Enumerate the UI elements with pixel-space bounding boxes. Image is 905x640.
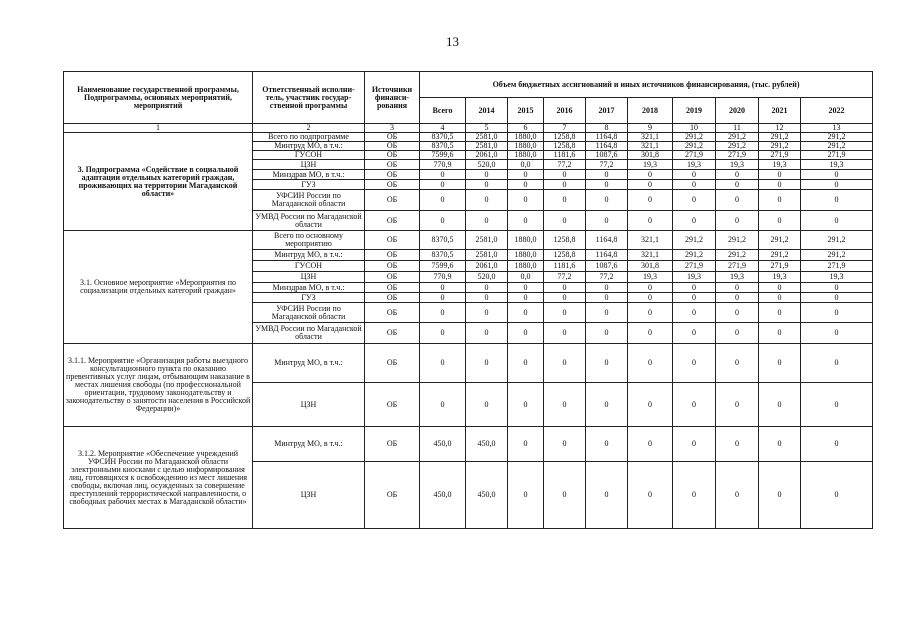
value-cell: 291,2 (716, 133, 759, 142)
source-cell: ОБ (365, 261, 420, 272)
source-cell: ОБ (365, 190, 420, 211)
value-cell: 0 (508, 170, 544, 180)
value-cell: 19,3 (759, 272, 801, 283)
value-cell: 291,2 (716, 142, 759, 151)
value-cell: 0 (420, 383, 466, 427)
value-cell: 19,3 (801, 160, 873, 170)
table-row (64, 344, 873, 383)
value-cell: 0 (759, 303, 801, 323)
value-cell: 271,9 (801, 151, 873, 160)
value-cell: 0 (628, 180, 673, 190)
value-cell: 0 (466, 303, 508, 323)
value-cell: 0,0 (508, 272, 544, 283)
value-cell: 291,2 (801, 250, 873, 261)
column-number: 6 (508, 124, 544, 133)
value-cell: 2061,0 (466, 261, 508, 272)
value-cell: 291,2 (759, 133, 801, 142)
responsible-cell: ГУСОН (253, 261, 365, 272)
value-cell: 1880,0 (508, 151, 544, 160)
responsible-cell: ЦЗН (253, 383, 365, 427)
responsible-cell: Минтруд МО, в т.ч.: (253, 142, 365, 151)
value-cell: 0 (586, 170, 628, 180)
value-cell: 0 (716, 293, 759, 303)
value-cell: 0 (466, 180, 508, 190)
value-cell: 0 (628, 383, 673, 427)
value-cell: 0 (508, 383, 544, 427)
value-cell: 0 (628, 293, 673, 303)
value-cell: 0 (544, 462, 586, 529)
value-cell: 1880,0 (508, 261, 544, 272)
value-cell: 0 (586, 180, 628, 190)
value-cell: 321,1 (628, 142, 673, 151)
value-cell: 1258,8 (544, 133, 586, 142)
value-cell: 0 (801, 283, 873, 293)
value-cell: 321,1 (628, 231, 673, 250)
value-cell: 1164,8 (586, 133, 628, 142)
responsible-cell: Минтруд МО, в т.ч.: (253, 344, 365, 383)
value-cell: 0 (420, 323, 466, 344)
value-cell: 0 (586, 462, 628, 529)
value-cell: 0 (801, 462, 873, 529)
value-cell: 0 (586, 323, 628, 344)
value-cell: 0 (716, 303, 759, 323)
page-number: 13 (446, 34, 459, 49)
value-cell: 0 (586, 344, 628, 383)
responsible-cell: Минтруд МО, в т.ч.: (253, 250, 365, 261)
value-cell: 1258,8 (544, 142, 586, 151)
value-cell: 8370,5 (420, 133, 466, 142)
value-cell: 1880,0 (508, 250, 544, 261)
column-number: 1 (64, 124, 253, 133)
responsible-cell: ГУСОН (253, 151, 365, 160)
value-cell: 0 (759, 323, 801, 344)
column-number: 12 (759, 124, 801, 133)
value-cell: 271,9 (673, 261, 716, 272)
value-cell: 0 (544, 383, 586, 427)
header-year: 2018 (628, 98, 673, 124)
value-cell: 0 (628, 303, 673, 323)
header-year: 2014 (466, 98, 508, 124)
value-cell: 450,0 (466, 462, 508, 529)
value-cell: 0 (508, 283, 544, 293)
value-cell: 291,2 (801, 142, 873, 151)
value-cell: 271,9 (673, 151, 716, 160)
source-cell: ОБ (365, 383, 420, 427)
value-cell: 271,9 (716, 261, 759, 272)
value-cell: 291,2 (759, 231, 801, 250)
value-cell: 0 (544, 211, 586, 231)
value-cell: 0 (586, 293, 628, 303)
value-cell: 1880,0 (508, 142, 544, 151)
value-cell: 1087,6 (586, 151, 628, 160)
value-cell: 291,2 (673, 133, 716, 142)
header-year: 2022 (801, 98, 873, 124)
value-cell: 0 (801, 323, 873, 344)
responsible-cell: ГУЗ (253, 293, 365, 303)
source-cell: ОБ (365, 303, 420, 323)
value-cell: 291,2 (716, 250, 759, 261)
value-cell: 0 (586, 283, 628, 293)
responsible-cell: Всего по подпрограмме (253, 133, 365, 142)
value-cell: 0 (673, 190, 716, 211)
value-cell: 19,3 (759, 160, 801, 170)
value-cell: 0 (673, 462, 716, 529)
program-name: 3.1.2. Мероприятие «Обеспечение учреждений УФСИН России по Магаданской области электронными киосками с целью информирования лиц, готовящихся к освобождению из мест лишения свободы, включая лиц, осужденных за совершение преступлений террористической направленности, о свободных рабочих местах в Магаданской области» (64, 427, 253, 529)
value-cell: 291,2 (759, 250, 801, 261)
value-cell: 0 (628, 283, 673, 293)
responsible-cell: Всего по основному мероприятию (253, 231, 365, 250)
value-cell: 0 (420, 293, 466, 303)
header-year: 2016 (544, 98, 586, 124)
value-cell: 0 (716, 211, 759, 231)
value-cell: 0 (466, 170, 508, 180)
value-cell: 0 (716, 190, 759, 211)
source-cell: ОБ (365, 250, 420, 261)
value-cell: 0 (508, 344, 544, 383)
value-cell: 0 (628, 190, 673, 211)
program-name: 3.1. Основное мероприятие «Мероприятия по социализации отдельных категорий граждан» (64, 231, 253, 344)
header-funding: Объем бюджетных ассигнований и иных источников финансирования, (тыс. рублей) (420, 72, 873, 98)
responsible-cell: ЦЗН (253, 462, 365, 529)
column-number: 10 (673, 124, 716, 133)
value-cell: 271,9 (759, 151, 801, 160)
value-cell: 520,0 (466, 272, 508, 283)
source-cell: ОБ (365, 293, 420, 303)
source-cell: ОБ (365, 160, 420, 170)
responsible-cell: ЦЗН (253, 272, 365, 283)
responsible-cell: ЦЗН (253, 160, 365, 170)
header-year: 2015 (508, 98, 544, 124)
responsible-cell: Минздрав МО, в т.ч.: (253, 170, 365, 180)
value-cell: 1087,6 (586, 261, 628, 272)
value-cell: 0 (801, 427, 873, 462)
value-cell: 77,2 (544, 272, 586, 283)
header-year: 2019 (673, 98, 716, 124)
value-cell: 0 (586, 211, 628, 231)
value-cell: 0 (716, 383, 759, 427)
value-cell: 0 (508, 293, 544, 303)
value-cell: 0 (544, 180, 586, 190)
value-cell: 19,3 (673, 272, 716, 283)
value-cell: 2581,0 (466, 231, 508, 250)
value-cell: 2581,0 (466, 142, 508, 151)
program-name: 3.1.1. Мероприятие «Организация работы выездного консультационного пункта по оказанию превентивных услуг лицам, отбывающим наказание в местах лишения свободы (по профессиональной ориентации, трудовому законодательству и законодательству о занятости населения в Российской Федерации)» (64, 344, 253, 427)
value-cell: 1164,8 (586, 142, 628, 151)
value-cell: 0 (801, 344, 873, 383)
source-cell: ОБ (365, 211, 420, 231)
value-cell: 0 (759, 344, 801, 383)
value-cell: 0 (508, 427, 544, 462)
value-cell: 450,0 (466, 427, 508, 462)
source-cell: ОБ (365, 344, 420, 383)
responsible-cell: Минздрав МО, в т.ч.: (253, 283, 365, 293)
value-cell: 271,9 (716, 151, 759, 160)
responsible-cell: УМВД России по Магаданской области (253, 323, 365, 344)
value-cell: 0 (508, 303, 544, 323)
value-cell: 0 (420, 303, 466, 323)
value-cell: 0 (759, 383, 801, 427)
value-cell: 0 (508, 323, 544, 344)
budget-table (63, 71, 873, 529)
header-year: 2017 (586, 98, 628, 124)
value-cell: 0 (420, 170, 466, 180)
source-cell: ОБ (365, 231, 420, 250)
value-cell: 0 (628, 323, 673, 344)
value-cell: 19,3 (716, 272, 759, 283)
value-cell: 0 (544, 283, 586, 293)
value-cell: 8370,5 (420, 250, 466, 261)
value-cell: 321,1 (628, 250, 673, 261)
value-cell: 0 (544, 190, 586, 211)
value-cell: 0 (466, 344, 508, 383)
value-cell: 19,3 (673, 160, 716, 170)
value-cell: 0 (673, 303, 716, 323)
value-cell: 291,2 (801, 231, 873, 250)
responsible-cell: ГУЗ (253, 180, 365, 190)
value-cell: 1164,8 (586, 231, 628, 250)
value-cell: 8370,5 (420, 142, 466, 151)
value-cell: 301,8 (628, 261, 673, 272)
value-cell: 291,2 (673, 250, 716, 261)
column-number: 13 (801, 124, 873, 133)
value-cell: 1880,0 (508, 133, 544, 142)
value-cell: 0 (628, 344, 673, 383)
value-cell: 0 (673, 344, 716, 383)
column-number: 2 (253, 124, 365, 133)
value-cell: 0 (544, 323, 586, 344)
value-cell: 77,2 (544, 160, 586, 170)
value-cell: 0 (628, 211, 673, 231)
value-cell: 291,2 (801, 133, 873, 142)
value-cell: 0 (586, 303, 628, 323)
value-cell: 2581,0 (466, 133, 508, 142)
value-cell: 0 (586, 190, 628, 211)
value-cell: 0 (420, 283, 466, 293)
source-cell: ОБ (365, 323, 420, 344)
header-year: 2021 (759, 98, 801, 124)
value-cell: 0 (759, 293, 801, 303)
source-cell: ОБ (365, 151, 420, 160)
value-cell: 291,2 (673, 231, 716, 250)
source-cell: ОБ (365, 180, 420, 190)
value-cell: 0 (673, 293, 716, 303)
value-cell: 0 (801, 303, 873, 323)
value-cell: 0,0 (508, 160, 544, 170)
value-cell: 0 (466, 211, 508, 231)
value-cell: 0 (801, 170, 873, 180)
value-cell: 450,0 (420, 427, 466, 462)
column-number: 9 (628, 124, 673, 133)
value-cell: 0 (759, 283, 801, 293)
value-cell: 0 (544, 293, 586, 303)
value-cell: 0 (801, 190, 873, 211)
source-cell: ОБ (365, 283, 420, 293)
value-cell: 2061,0 (466, 151, 508, 160)
value-cell: 0 (673, 170, 716, 180)
value-cell: 0 (466, 383, 508, 427)
value-cell: 0 (716, 180, 759, 190)
value-cell: 2581,0 (466, 250, 508, 261)
value-cell: 0 (673, 427, 716, 462)
value-cell: 1181,6 (544, 261, 586, 272)
value-cell: 77,2 (586, 160, 628, 170)
value-cell: 0 (801, 180, 873, 190)
value-cell: 0 (628, 170, 673, 180)
value-cell: 0 (673, 211, 716, 231)
value-cell: 0 (673, 283, 716, 293)
value-cell: 0 (716, 323, 759, 344)
value-cell: 271,9 (801, 261, 873, 272)
column-number: 3 (365, 124, 420, 133)
value-cell: 291,2 (673, 142, 716, 151)
header-responsible: Ответственный исполни-тель, участник государ-ственной программы (253, 72, 365, 124)
value-cell: 0 (586, 427, 628, 462)
responsible-cell: Минтруд МО, в т.ч.: (253, 427, 365, 462)
value-cell: 0 (759, 170, 801, 180)
source-cell: ОБ (365, 142, 420, 151)
table-row (64, 133, 873, 142)
value-cell: 0 (420, 180, 466, 190)
value-cell: 7599,6 (420, 151, 466, 160)
value-cell: 0 (716, 462, 759, 529)
value-cell: 0 (716, 427, 759, 462)
value-cell: 0 (759, 427, 801, 462)
value-cell: 0 (544, 170, 586, 180)
value-cell: 0 (420, 344, 466, 383)
value-cell: 0 (508, 211, 544, 231)
value-cell: 0 (508, 462, 544, 529)
value-cell: 0 (466, 293, 508, 303)
responsible-cell: УМВД России по Магаданской области (253, 211, 365, 231)
header-year: 2020 (716, 98, 759, 124)
value-cell: 1258,8 (544, 250, 586, 261)
value-cell: 0 (466, 323, 508, 344)
value-cell: 0 (508, 180, 544, 190)
value-cell: 0 (759, 190, 801, 211)
value-cell: 0 (801, 211, 873, 231)
value-cell: 0 (628, 462, 673, 529)
value-cell: 0 (586, 383, 628, 427)
value-cell: 0 (716, 170, 759, 180)
value-cell: 0 (673, 323, 716, 344)
value-cell: 1880,0 (508, 231, 544, 250)
value-cell: 0 (544, 303, 586, 323)
source-cell: ОБ (365, 272, 420, 283)
value-cell: 1258,8 (544, 231, 586, 250)
value-cell: 0 (420, 190, 466, 211)
value-cell: 301,8 (628, 151, 673, 160)
value-cell: 7599,6 (420, 261, 466, 272)
program-name: 3. Подпрограмма «Содействие в социальной адаптации отдельных категорий граждан, проживающих на территории Магаданской области» (64, 133, 253, 231)
value-cell: 8370,5 (420, 231, 466, 250)
value-cell: 0 (466, 190, 508, 211)
column-number: 4 (420, 124, 466, 133)
value-cell: 291,2 (759, 142, 801, 151)
value-cell: 0 (420, 211, 466, 231)
value-cell: 0 (544, 427, 586, 462)
value-cell: 0 (759, 462, 801, 529)
header-name: Наименование государственной программы, Подпрограммы, основных мероприятий, мероприятий (64, 72, 253, 124)
value-cell: 0 (544, 344, 586, 383)
value-cell: 0 (801, 383, 873, 427)
value-cell: 19,3 (628, 272, 673, 283)
value-cell: 271,9 (759, 261, 801, 272)
column-number: 5 (466, 124, 508, 133)
value-cell: 19,3 (801, 272, 873, 283)
value-cell: 321,1 (628, 133, 673, 142)
value-cell: 0 (673, 180, 716, 190)
value-cell: 0 (628, 427, 673, 462)
value-cell: 0 (716, 283, 759, 293)
value-cell: 291,2 (716, 231, 759, 250)
header-year: Всего (420, 98, 466, 124)
value-cell: 0 (716, 344, 759, 383)
responsible-cell: УФСИН России по Магаданской области (253, 303, 365, 323)
value-cell: 0 (801, 293, 873, 303)
value-cell: 450,0 (420, 462, 466, 529)
table-row (64, 231, 873, 250)
value-cell: 1181,6 (544, 151, 586, 160)
value-cell: 770,9 (420, 160, 466, 170)
value-cell: 770,9 (420, 272, 466, 283)
source-cell: ОБ (365, 133, 420, 142)
column-number: 7 (544, 124, 586, 133)
value-cell: 0 (508, 190, 544, 211)
value-cell: 0 (673, 383, 716, 427)
source-cell: ОБ (365, 462, 420, 529)
source-cell: ОБ (365, 170, 420, 180)
value-cell: 19,3 (628, 160, 673, 170)
header-sources: Источники финанси-рования (365, 72, 420, 124)
value-cell: 1164,8 (586, 250, 628, 261)
table-row (64, 427, 873, 462)
column-number: 11 (716, 124, 759, 133)
source-cell: ОБ (365, 427, 420, 462)
value-cell: 77,2 (586, 272, 628, 283)
value-cell: 0 (759, 211, 801, 231)
value-cell: 0 (466, 283, 508, 293)
value-cell: 0 (759, 180, 801, 190)
value-cell: 520,0 (466, 160, 508, 170)
value-cell: 19,3 (716, 160, 759, 170)
responsible-cell: УФСИН России по Магаданской области (253, 190, 365, 211)
column-number: 8 (586, 124, 628, 133)
